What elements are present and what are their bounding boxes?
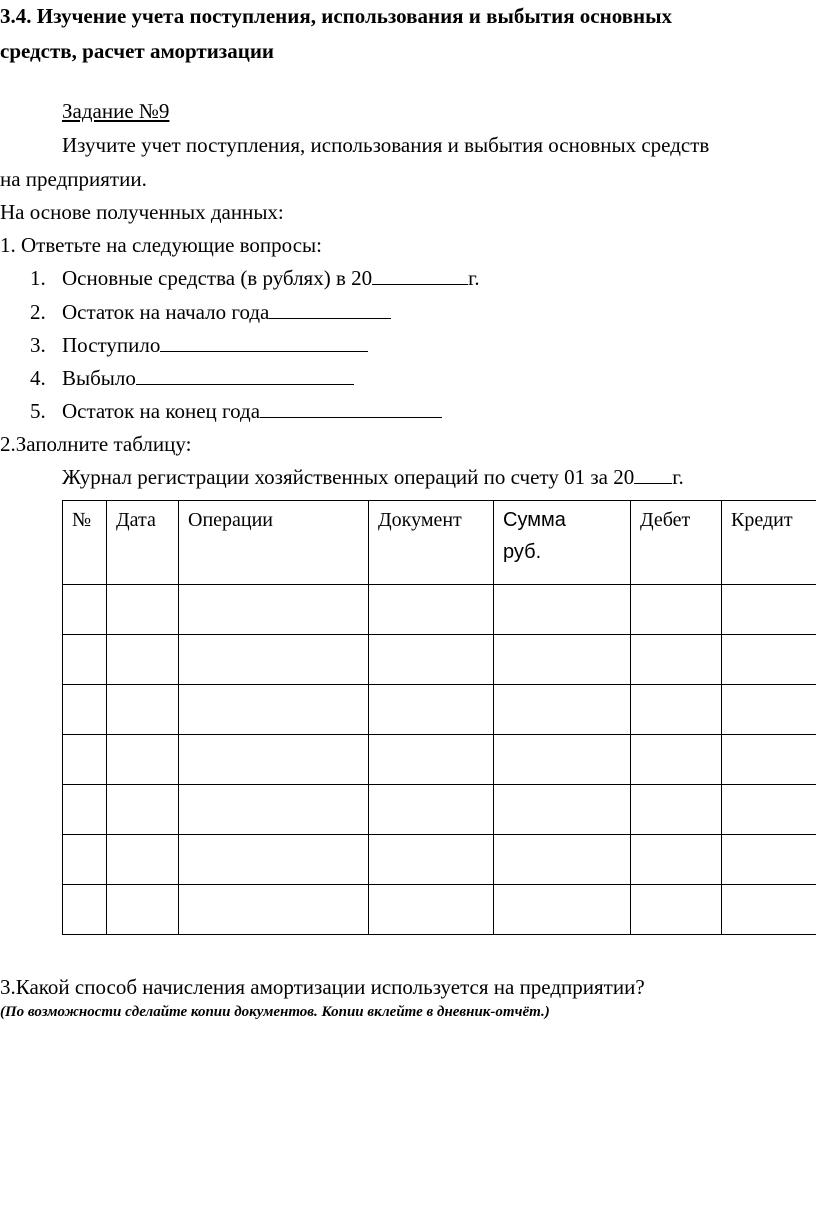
table-cell[interactable] <box>179 585 369 635</box>
table-cell[interactable] <box>179 885 369 935</box>
table-cell[interactable] <box>369 685 494 735</box>
table-cell[interactable] <box>107 785 179 835</box>
table-cell[interactable] <box>369 735 494 785</box>
table-cell[interactable] <box>631 835 722 885</box>
table-cell[interactable] <box>63 685 107 735</box>
table-row <box>63 635 816 685</box>
journal-table <box>62 500 816 935</box>
question-suffix: г. <box>468 266 480 290</box>
question-text: Основные средства (в рублях) в 20 <box>62 266 373 290</box>
table-cell[interactable] <box>494 835 631 885</box>
header-sum: Сумма руб. <box>494 501 631 585</box>
table-cell[interactable] <box>494 635 631 685</box>
question-text: Остаток на начало года <box>62 300 270 324</box>
answer-blank[interactable] <box>269 298 391 319</box>
table-cell[interactable] <box>179 635 369 685</box>
table-row <box>63 885 816 935</box>
table-cell[interactable] <box>63 785 107 835</box>
answer-blank[interactable] <box>260 397 442 418</box>
table-cell[interactable] <box>494 685 631 735</box>
table-cell[interactable] <box>179 835 369 885</box>
table-instruction: 2.Заполните таблицу: <box>0 432 192 456</box>
table-cell[interactable] <box>631 685 722 735</box>
answer-blank[interactable] <box>136 364 354 385</box>
intro-line-2: на предприятии. <box>0 167 147 191</box>
table-cell[interactable] <box>722 685 816 735</box>
table-cell[interactable] <box>107 735 179 785</box>
year-blank[interactable] <box>634 463 672 484</box>
header-document: Документ <box>369 501 494 585</box>
table-cell[interactable] <box>631 785 722 835</box>
header-operations: Операции <box>179 501 369 585</box>
answer-blank[interactable] <box>372 264 468 285</box>
table-header-row <box>63 501 816 585</box>
answer-blank[interactable] <box>160 331 368 352</box>
question-number: 4. <box>30 366 46 390</box>
table-cell[interactable] <box>631 735 722 785</box>
table-cell[interactable] <box>369 835 494 885</box>
question-number: 1. <box>30 266 46 290</box>
table-cell[interactable] <box>631 635 722 685</box>
table-cell[interactable] <box>369 785 494 835</box>
table-cell[interactable] <box>179 685 369 735</box>
table-cell[interactable] <box>107 885 179 935</box>
table-cell[interactable] <box>722 635 816 685</box>
table-cell[interactable] <box>107 685 179 735</box>
table-cell[interactable] <box>722 585 816 635</box>
question-text: Выбыло <box>62 366 136 390</box>
table-cell[interactable] <box>494 735 631 785</box>
header-number: № <box>63 501 107 585</box>
table-cell[interactable] <box>369 885 494 935</box>
table-row <box>63 735 816 785</box>
table-cell[interactable] <box>63 635 107 685</box>
table-cell[interactable] <box>722 885 816 935</box>
table-cell[interactable] <box>179 735 369 785</box>
section-heading-line-2: средств, расчет амортизации <box>0 39 275 63</box>
question-number: 5. <box>30 399 46 423</box>
table-cell[interactable] <box>179 785 369 835</box>
header-credit: Кредит <box>722 501 816 585</box>
section-heading-line-1: 3.4. Изучение учета поступления, использования и выбытия основных <box>0 4 673 28</box>
question-text: Поступило <box>62 333 161 357</box>
intro-line-3: На основе полученных данных: <box>0 200 284 224</box>
table-cell[interactable] <box>107 635 179 685</box>
question-number: 3. <box>30 333 46 357</box>
table-cell[interactable] <box>63 585 107 635</box>
table-cell[interactable] <box>722 785 816 835</box>
table-cell[interactable] <box>369 635 494 685</box>
table-cell[interactable] <box>631 585 722 635</box>
journal-caption: Журнал регистрации хозяйственных операций по счету 01 за 20 г. <box>62 465 684 489</box>
table-cell[interactable] <box>631 885 722 935</box>
table-cell[interactable] <box>63 885 107 935</box>
table-cell[interactable] <box>107 585 179 635</box>
header-date: Дата <box>107 501 179 585</box>
copy-note: (По возможности сделайте копии документов. Копии вклейте в дневник-отчёт.) <box>0 1004 550 1020</box>
table-cell[interactable] <box>494 785 631 835</box>
table-cell[interactable] <box>722 735 816 785</box>
table-row <box>63 685 816 735</box>
table-cell[interactable] <box>63 735 107 785</box>
header-debit: Дебет <box>631 501 722 585</box>
table-cell[interactable] <box>107 835 179 885</box>
depreciation-question: 3.Какой способ начисления амортизации используется на предприятии? <box>0 975 645 999</box>
table-cell[interactable] <box>494 885 631 935</box>
table-cell[interactable] <box>494 585 631 635</box>
questions-title: 1. Ответьте на следующие вопросы: <box>0 233 322 257</box>
question-text: Остаток на конец года <box>62 399 261 423</box>
table-cell[interactable] <box>63 835 107 885</box>
table-row <box>63 585 816 635</box>
table-row <box>63 785 816 835</box>
intro-line-1: Изучите учет поступления, использования и выбытия основных средств <box>62 133 710 157</box>
table-row <box>63 835 816 885</box>
table-cell[interactable] <box>369 585 494 635</box>
question-number: 2. <box>30 300 46 324</box>
task-title: Задание №9 <box>62 99 170 123</box>
table-cell[interactable] <box>722 835 816 885</box>
